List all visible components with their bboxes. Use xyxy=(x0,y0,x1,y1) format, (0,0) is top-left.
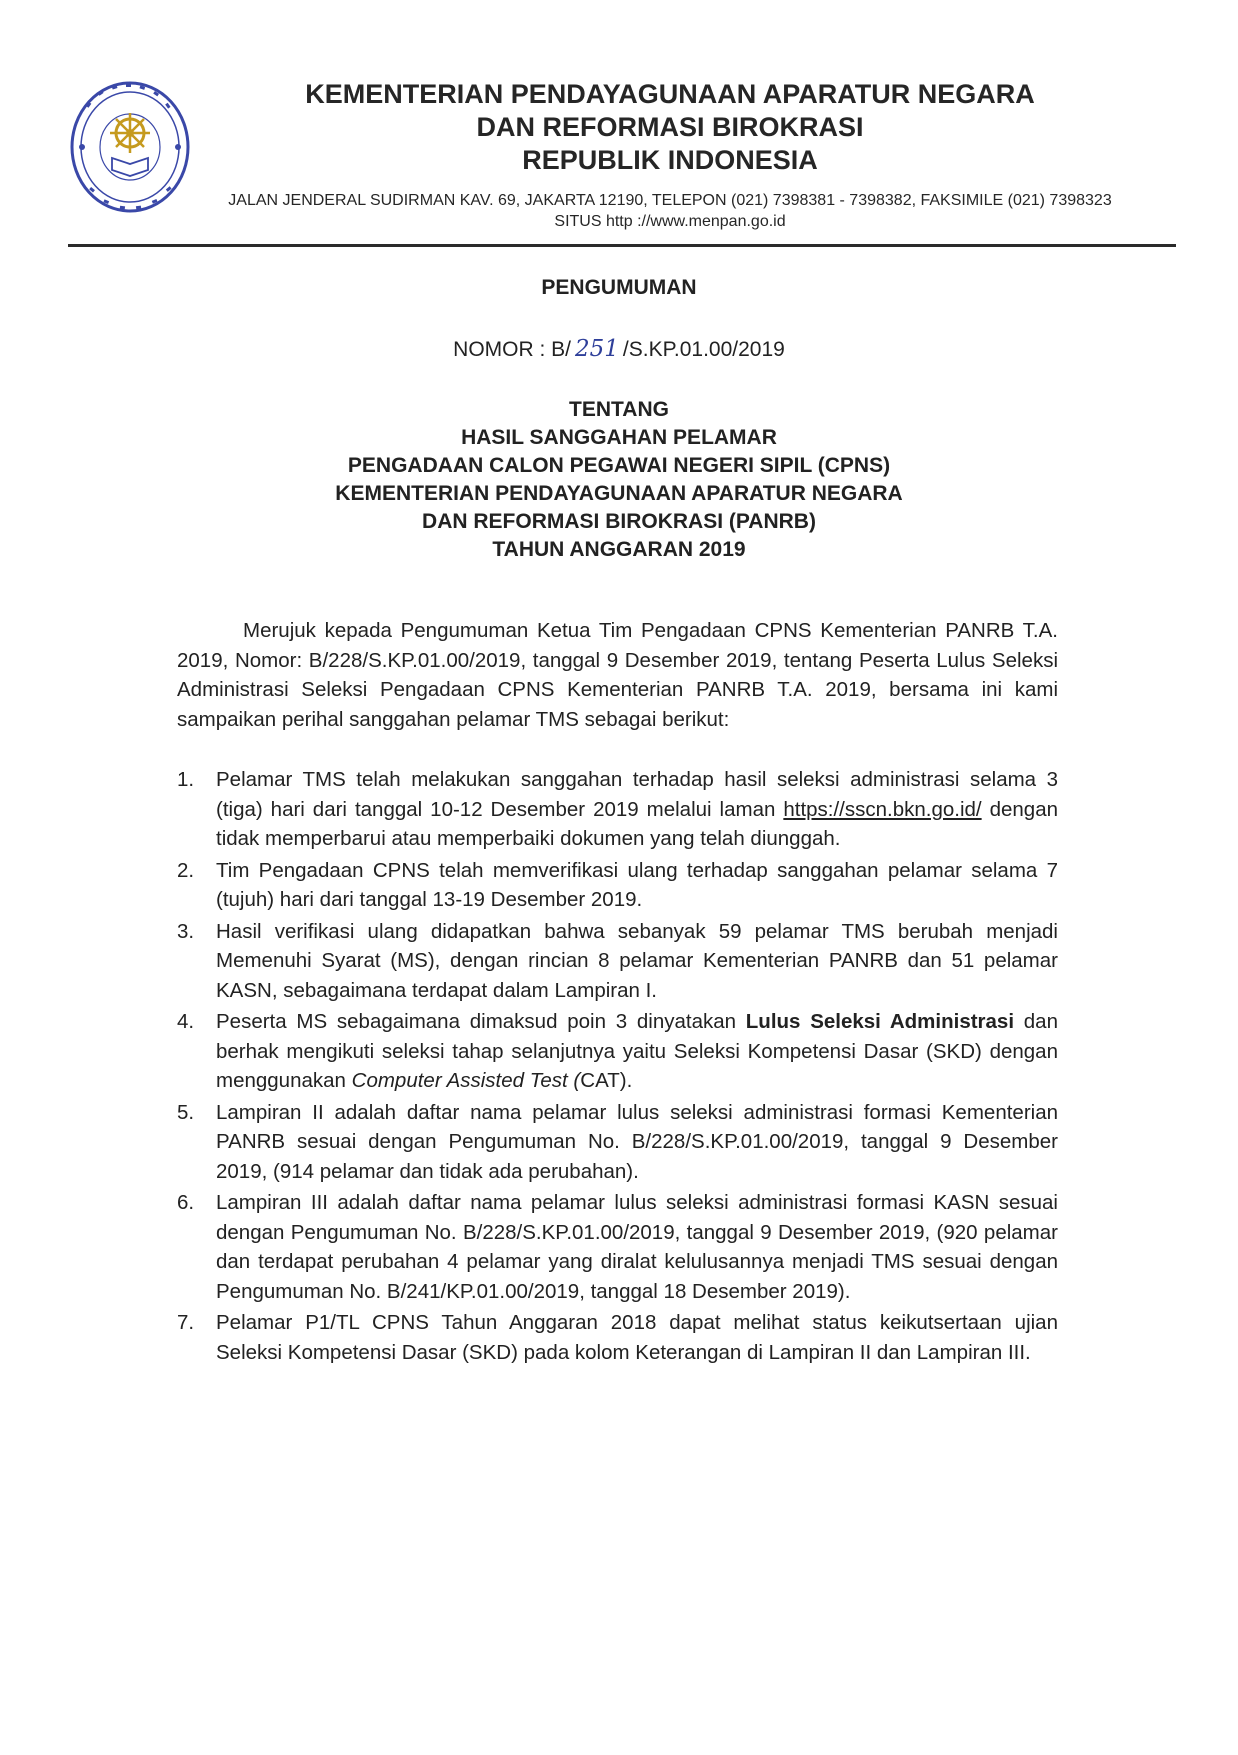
numbered-list xyxy=(177,765,1058,1369)
list-number: 2. xyxy=(177,858,195,882)
subject-line: DAN REFORMASI BIROKRASI (PANRB) xyxy=(422,510,816,533)
number-suffix: /S.KP.01.00/2019 xyxy=(622,338,785,361)
announcement-number xyxy=(0,336,1238,362)
subject-line: TENTANG xyxy=(569,398,669,421)
item-text: Pelamar P1/TL CPNS Tahun Anggaran 2018 dapat melihat status keikutsertaan ujian Seleksi Kompetensi Dasar (SKD) pada kolom Keterangan di Lampiran II dan Lampiran III. xyxy=(216,1311,1058,1364)
item-text: Peserta MS sebagaimana dimaksud poin 3 dinyatakan xyxy=(216,1010,746,1033)
announcement-title: PENGUMUMAN xyxy=(541,276,697,299)
list-item xyxy=(177,1188,1058,1306)
letterhead-divider xyxy=(68,244,1176,247)
announcement-subject xyxy=(0,396,1238,564)
list-item xyxy=(177,1098,1058,1187)
list-item xyxy=(177,856,1058,915)
subject-line: HASIL SANGGAHAN PELAMAR xyxy=(461,426,777,449)
org-line-3: REPUBLIK INDONESIA xyxy=(522,145,818,175)
item-text: Lampiran II adalah daftar nama pelamar lulus seleksi administrasi formasi Kementerian PANRB sesuai dengan Pengumuman No. B/228/S.KP.01.00/2019, tanggal 9 Desember 2019, (914 pelamar dan tidak ada perubahan). xyxy=(216,1100,1058,1183)
item-bold-text: Lulus Seleksi Administrasi xyxy=(745,1010,1015,1033)
list-number: 7. xyxy=(177,1311,195,1334)
list-item xyxy=(177,1007,1058,1096)
organization-name xyxy=(220,78,1120,177)
subject-line: PENGADAAN CALON PEGAWAI NEGERI SIPIL (CPNS) xyxy=(347,454,891,477)
list-number: 4. xyxy=(177,1010,195,1033)
website-line: SITUS http ://www.menpan.go.id xyxy=(554,213,786,230)
org-line-1: KEMENTERIAN PENDAYAGUNAAN APARATUR NEGARA xyxy=(305,79,1035,109)
handwritten-number: 251 xyxy=(575,336,619,362)
item-text: Lampiran III adalah daftar nama pelamar lulus seleksi administrasi formasi KASN sesuai dengan Pengumuman No. B/228/S.KP.01.00/2019, tanggal 9 Desember 2019, (920 pelamar dan terdapat perubahan 4 pelamar yang diralat kelulusannya menjadi TMS sesuai dengan Pengumuman No. B/241/KP.01.00/2019, tanggal 18 Desember 2019). xyxy=(216,1191,1058,1303)
sscn-link[interactable]: https://sscn.bkn.go.id/ xyxy=(783,797,982,821)
organization-address xyxy=(150,190,1190,232)
org-line-2: DAN REFORMASI BIROKRASI xyxy=(476,112,864,142)
item-italic-text: Computer Assisted Test ( xyxy=(351,1069,581,1092)
item-text: dan berhak mengikuti seleksi tahap selanjutnya yaitu Seleksi Kompetensi Dasar (SKD) dengan menggunakan xyxy=(216,1010,1058,1092)
list-number: 1. xyxy=(177,768,195,791)
list-number: 6. xyxy=(177,1191,195,1214)
list-number: 5. xyxy=(177,1100,195,1124)
item-text: dengan tidak memperbarui atau memperbaiki dokumen yang telah diunggah. xyxy=(216,797,1058,850)
list-item xyxy=(177,917,1058,1006)
item-text: Hasil verifikasi ulang didapatkan bahwa sebanyak 59 pelamar TMS berubah menjadi Memenuhi Syarat (MS), dengan rincian 8 pelamar Kementerian PANRB dan 51 pelamar KASN, sebagaimana terdapat dalam Lampiran I. xyxy=(216,919,1058,1002)
list-item xyxy=(177,1308,1058,1367)
list-number: 3. xyxy=(177,919,195,943)
subject-line: KEMENTERIAN PENDAYAGUNAAN APARATUR NEGARA xyxy=(335,482,903,505)
item-text: Tim Pengadaan CPNS telah memverifikasi ulang terhadap sanggahan pelamar selama 7 (tujuh) hari dari tanggal 13-19 Desember 2019. xyxy=(216,858,1058,911)
item-text: Pelamar TMS telah melakukan sanggahan terhadap hasil seleksi administrasi selama 3 (tiga) hari dari tanggal 10-12 Desember 2019 melalui laman xyxy=(216,768,1058,821)
intro-paragraph: Merujuk kepada Pengumuman Ketua Tim Pengadaan CPNS Kementerian PANRB T.A. 2019, Nomor: B/228/S.KP.01.00/2019, tanggal 9 Desember 2019, tentang Peserta Lulus Seleksi Administrasi Seleksi Pengadaan CPNS Kementerian PANRB T.A. 2019, bersama ini kami sampaikan perihal sanggahan pelamar TMS sebagai berikut: xyxy=(177,619,1058,731)
item-text: CAT). xyxy=(580,1069,633,1092)
address-line: JALAN JENDERAL SUDIRMAN KAV. 69, JAKARTA 12190, TELEPON (021) 7398381 - 7398382, FAKSIMILE (021) 7398323 xyxy=(228,192,1112,209)
subject-line: TAHUN ANGGARAN 2019 xyxy=(492,538,746,561)
list-item xyxy=(177,765,1058,854)
number-prefix: NOMOR : B/ xyxy=(453,338,571,361)
